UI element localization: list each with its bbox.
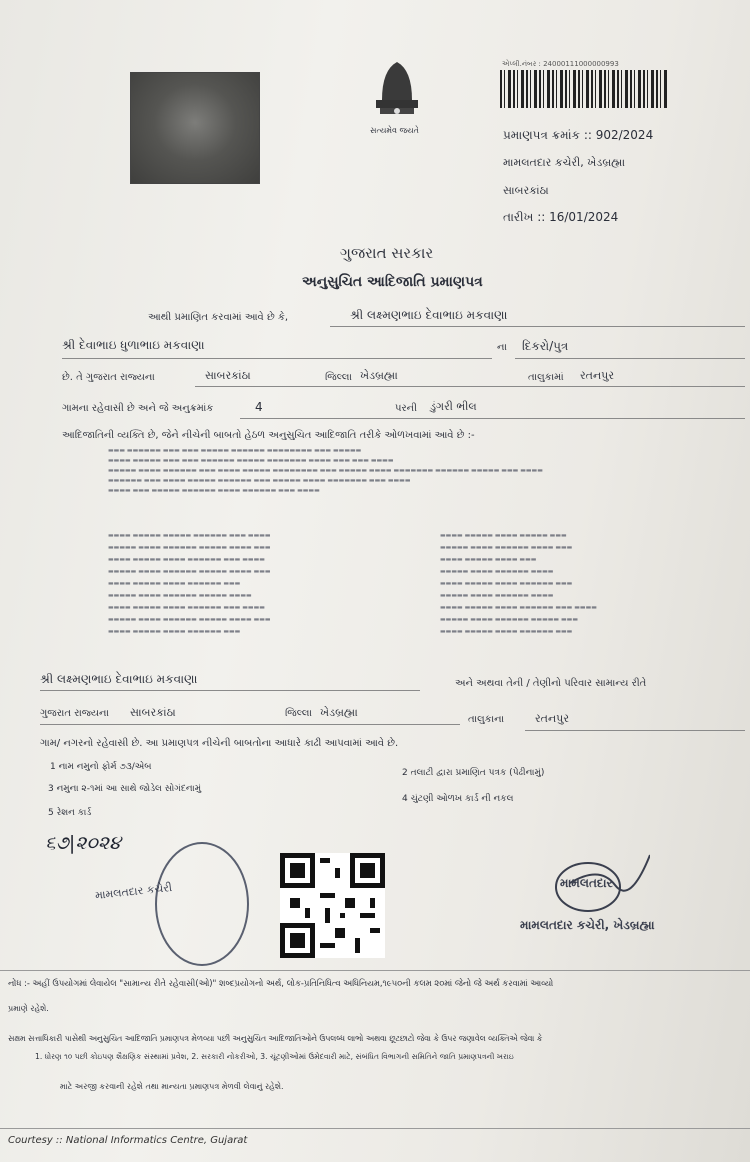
repeat-taluka: ખેડબ્રહ્મા [320, 706, 358, 719]
schedule-list-3: ▬▬▬▬ ▬▬▬▬▬ ▬▬▬▬ ▬▬▬▬▬ ▬▬▬ ▬▬▬▬▬ ▬▬▬▬ ▬▬▬▬▬▬ ▬▬▬▬ ▬▬▬ ▬▬▬▬ ▬▬▬▬▬ ▬▬▬▬ ▬▬▬ ▬▬▬▬▬ ▬▬▬▬ ▬▬▬▬▬▬ ▬▬▬▬ ▬▬▬▬ ▬▬▬▬▬ ▬▬▬▬ ▬▬▬▬▬▬ ▬▬▬ ▬▬▬▬▬ ▬▬▬▬ ▬▬▬▬▬▬ ▬▬▬▬ ▬▬▬▬ ▬▬▬▬▬ ▬▬▬▬ ▬▬▬▬▬▬ ▬▬▬ ▬▬▬▬ ▬▬▬▬▬ ▬▬▬▬ ▬▬▬▬▬▬ ▬▬▬▬▬ ▬▬▬ ▬▬▬▬ ▬▬▬▬▬ ▬▬▬▬ ▬▬▬▬▬▬ ▬▬▬ [440, 532, 597, 635]
certificate-title: અનુસુચિત આદિજાતિ પ્રમાણપત્ર [302, 274, 483, 290]
applicant-photo [130, 72, 260, 184]
basis-item-1: 1 નામ નમુનો ફોર્મ ૭૩/એબ [50, 762, 152, 772]
basis-item-3: 3 નમુના ૨-૧માં આ સાથે જોડેલ સોગંદનામું [48, 784, 202, 794]
serial-number: 4 [255, 400, 263, 414]
village: રતનપુર [580, 369, 615, 382]
courtesy-text: Courtesy :: National Informatics Centre, Gujarat [8, 1135, 248, 1146]
issuing-office: મામલતદાર કચેરી, ખેડબ્રહ્મા [503, 156, 626, 169]
schedule-list-2: ▬▬▬▬ ▬▬▬▬▬ ▬▬▬▬▬ ▬▬▬▬▬▬ ▬▬▬ ▬▬▬▬ ▬▬▬▬▬ ▬▬▬▬ ▬▬▬▬▬▬ ▬▬▬▬▬ ▬▬▬▬ ▬▬▬ ▬▬▬▬ ▬▬▬▬▬ ▬▬▬▬ ▬▬▬▬▬▬ ▬▬▬ ▬▬▬▬ ▬▬▬▬▬ ▬▬▬▬ ▬▬▬▬▬▬ ▬▬▬▬▬ ▬▬▬▬ ▬▬▬ ▬▬▬▬ ▬▬▬▬▬ ▬▬▬▬ ▬▬▬▬▬▬ ▬▬▬ ▬▬▬▬▬ ▬▬▬▬ ▬▬▬▬▬▬ ▬▬▬▬▬ ▬▬▬▬ ▬▬▬▬ ▬▬▬▬▬ ▬▬▬▬ ▬▬▬▬▬▬ ▬▬▬ ▬▬▬▬ ▬▬▬▬▬ ▬▬▬▬ ▬▬▬▬▬▬ ▬▬▬▬▬ ▬▬▬▬ ▬▬▬ ▬▬▬▬ ▬▬▬▬▬ ▬▬▬▬ ▬▬▬▬▬▬ ▬▬▬ [108, 532, 271, 635]
serial-label: ગામના રહેવાસી છે અને જે અનુક્રમાંક [62, 403, 214, 414]
certify-intro: આથી પ્રમાણિત કરવામાં આવે છે કે, [148, 312, 289, 323]
schedule-list-1: ▬▬▬ ▬▬▬▬▬▬ ▬▬▬ ▬▬▬ ▬▬▬▬▬ ▬▬▬▬▬▬ ▬▬▬▬▬▬▬▬ ▬▬▬ ▬▬▬▬▬ ▬▬▬▬ ▬▬▬▬▬ ▬▬▬ ▬▬▬ ▬▬▬▬▬▬ ▬▬▬▬▬ ▬▬▬▬▬▬▬ ▬▬▬▬ ▬▬▬ ▬▬▬ ▬▬▬▬ ▬▬▬▬▬ ▬▬▬▬ ▬▬▬▬▬▬ ▬▬▬ ▬▬▬▬ ▬▬▬▬▬ ▬▬▬▬▬▬▬▬ ▬▬▬ ▬▬▬▬▬ ▬▬▬▬ ▬▬▬▬▬▬▬ ▬▬▬▬▬▬ ▬▬▬▬▬ ▬▬▬ ▬▬▬▬ ▬▬▬▬▬▬ ▬▬▬ ▬▬▬▬ ▬▬▬▬▬ ▬▬▬▬▬▬ ▬▬▬ ▬▬▬▬▬ ▬▬▬▬ ▬▬▬▬▬▬▬ ▬▬▬ ▬▬▬▬ ▬▬▬▬ ▬▬▬ ▬▬▬▬▬ ▬▬▬▬▬▬ ▬▬▬▬ ▬▬▬▬▬▬ ▬▬▬ ▬▬▬▬ [108, 447, 543, 494]
basis-item-4: 4 ચુંટણી ઓળખ કાર્ડ ની નકલ [402, 794, 514, 804]
emblem-motto: સત્યમેવ જયતે [370, 126, 419, 135]
tribe: ડુંગરી ભીલ [430, 400, 477, 413]
repeat-village: રતનપુર [535, 712, 570, 725]
issue-date: તારીખ :: 16/01/2024 [503, 210, 619, 224]
government-title: ગુજરાત સરકાર [340, 244, 434, 262]
footer-items: 1. ધોરણ ૧૦ પછી કોઇપણ શૈક્ષણિક સંસ્થામાં પ્રવેશ, 2. સરકારી નોકરીઓ, 3. ચૂંટણીઓમાં ઉમેદવારી માટે, સંબંધિત વિભાગની સમિતિને જાતિ પ્રમાણપત્રની ખરાઇ [35, 1052, 514, 1061]
qr-code [280, 853, 385, 958]
office-seal-stamp [155, 842, 249, 966]
relation: દિકરો/પુત્ર [522, 339, 569, 353]
note-text-2: પ્રમાણે રહેશે. [8, 1004, 49, 1013]
taluka-label: તાલુકામાં [528, 372, 564, 383]
note-text: નોંધ :- અહીં ઉપયોગમાં લેવાયેલ "સામાન્ય રીતે રહેવાસી(ઓ)" શબ્દપ્રયોગનો અર્થ, લોક-પ્રતિનિધિત્વ અધિનિયમ,૧૯૫૦ની કલમ ૨૦માં જેનો જે અર્થ કરવામાં આવ્યો [8, 978, 554, 988]
repeat-state-label: ગુજરાત રાજ્યના [40, 708, 109, 719]
tribe-label: પરની [395, 403, 417, 414]
signature-office: મામલતદાર કચેરી, ખેડબ્રહ્મા [520, 918, 655, 932]
national-emblem-icon [362, 50, 432, 130]
repeat-holder-name: શ્રી લક્ષ્મણભાઇ દેવાભાઇ મકવાણા [40, 672, 198, 686]
repeat-district-label: જિલ્લા [285, 708, 312, 719]
holder-name: શ્રી લક્ષ્મણભાઇ દેવાભાઇ મકવાણા [350, 308, 508, 322]
stamp-text: મામલતદાર કચેરી [94, 881, 173, 903]
district: સાબરકાંઠા [205, 369, 251, 382]
repeat-taluka-label: તાલુકાના [468, 714, 505, 725]
qr-code-icon [280, 853, 385, 958]
certificate-number: પ્રમાણપત્ર ક્રમાંક :: 902/2024 [503, 128, 654, 142]
father-name: શ્રી દેવાભાઇ ધુળાભાઇ મકવાણા [62, 338, 205, 352]
family-text: અને અથવા તેની / તેણીનો પરિવાર સામાન્ય રીતે [455, 678, 647, 689]
na-label: ના [497, 342, 507, 353]
basis-item-2: 2 તલાટી દ્વારા પ્રમાણિત પત્રક (પેઢીનામું) [402, 768, 545, 778]
barcode [500, 70, 668, 108]
signature-text: મામલતદાર [560, 876, 613, 890]
taluka-district: ખેડબ્રહ્મા [360, 369, 398, 382]
repeat-district: સાબરકાંઠા [130, 706, 176, 719]
footer-items-2: માટે અરજી કરવાની રહેશે તથા માન્યતા પ્રમાણપત્ર મેળવી લેવાનું રહેશે. [60, 1082, 284, 1091]
district-label: જિલ્લા [325, 372, 352, 383]
state-label: છે. તે ગુજરાત રાજ્યના [62, 372, 155, 383]
basis-text: ગામ/ નગરનો રહેવાસી છે. આ પ્રમાણપત્ર નીચેની બાબતોના આધારે કાઢી આપવામાં આવે છે. [40, 738, 399, 749]
application-number: એપ્લી.નંબર : 24000111000000993 [502, 60, 619, 68]
handwritten-reference: ૬૭|૨૦૨૪ [45, 832, 121, 854]
footer-intro: સક્ષમ સત્તાધિકારી પાસેથી અનુસુચિત આદિજાતિ પ્રમાણપત્ર મેળવ્યા પછી અનુસુચિત આદિજાતિઓને ઉપલબ્ધ લાભો અથવા છૂટછાટો જેવા કે ઉપર જણાવેલ વ્યક્તિએ જેવા કે [8, 1034, 543, 1043]
recognition-text: આદિજાતિની વ્યક્તિ છે, જેને નીચેની બાબતો હેઠળ અનુસુચિત આદિજાતિ તરીકે ઓળખવામાં આવે છે :- [62, 430, 475, 441]
district-top: સાબરકાંઠા [503, 184, 549, 197]
basis-item-5: 5 રેશન કાર્ડ [48, 808, 92, 818]
